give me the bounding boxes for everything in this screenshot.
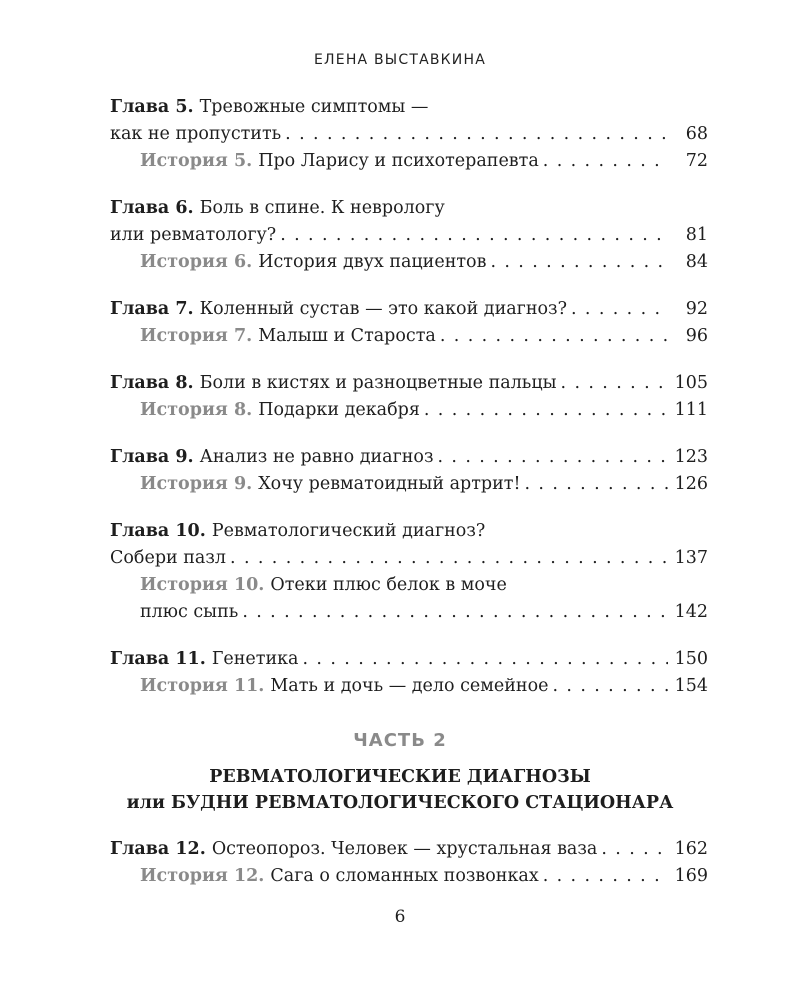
chapter-prefix: Глава 12. — [110, 839, 206, 859]
chapter-line[interactable] — [110, 195, 708, 222]
chapter-title-cont: или ревматологу? — [110, 225, 277, 245]
dot-leader — [440, 323, 668, 350]
chapter-line[interactable] — [110, 94, 708, 121]
story-prefix: История 9. — [140, 474, 253, 494]
story-prefix: История 5. — [140, 151, 253, 171]
page-number: 105 — [674, 373, 708, 393]
story-prefix: История 6. — [140, 252, 253, 272]
dot-leader — [552, 673, 668, 700]
chapter-prefix: Глава 10. — [110, 521, 206, 541]
toc-entry-chapter-12 — [110, 836, 708, 890]
story-title: Хочу ревматоидный артрит! — [258, 474, 521, 494]
story-prefix: История 8. — [140, 400, 253, 420]
page-number: 150 — [674, 649, 708, 669]
part-title-line: или БУДНИ РЕВМАТОЛОГИЧЕСКОГО СТАЦИОНАРА — [126, 793, 674, 813]
page-number: 72 — [685, 151, 708, 171]
story-title: Про Ларису и психотерапевта — [258, 151, 539, 171]
page-number: 137 — [674, 548, 708, 568]
story-line[interactable] — [110, 148, 708, 175]
page-number: 123 — [674, 447, 708, 467]
chapter-prefix: Глава 5. — [110, 97, 194, 117]
story-title: Сага о сломанных позвонках — [270, 866, 539, 886]
page-number: 142 — [674, 602, 708, 622]
chapter-title: Боль в спине. К неврологу — [199, 198, 445, 218]
story-line[interactable] — [110, 572, 708, 599]
chapter-prefix: Глава 11. — [110, 649, 206, 669]
page-number: 169 — [674, 866, 708, 886]
page-number: 96 — [685, 326, 708, 346]
toc-entry-chapter-7 — [110, 296, 708, 350]
page-folio: 6 — [394, 907, 406, 927]
dot-leader — [242, 599, 668, 626]
toc-entry-chapter-9 — [110, 444, 708, 498]
dot-leader — [285, 121, 668, 148]
dot-leader — [280, 222, 668, 249]
page-number: 92 — [685, 299, 708, 319]
story-line[interactable] — [110, 249, 708, 276]
part-title — [0, 764, 800, 816]
chapter-prefix: Глава 8. — [110, 373, 194, 393]
dot-leader — [543, 148, 668, 175]
dot-leader — [524, 471, 668, 498]
dot-leader — [303, 646, 669, 673]
toc-entry-chapter-11 — [110, 646, 708, 700]
dot-leader — [230, 545, 668, 572]
story-line[interactable] — [110, 471, 708, 498]
chapter-line[interactable] — [110, 518, 708, 545]
chapter-line[interactable] — [110, 836, 708, 863]
chapter-prefix: Глава 6. — [110, 198, 194, 218]
table-of-contents-part-2 — [110, 836, 708, 910]
story-title: Мать и дочь — дело семейное — [270, 676, 549, 696]
chapter-title-cont: как не пропустить — [110, 124, 282, 144]
chapter-title: Коленный сустав — это какой диагноз? — [199, 299, 567, 319]
story-prefix: История 11. — [140, 676, 265, 696]
dot-leader — [424, 397, 668, 424]
story-title: История двух пациентов — [258, 252, 487, 272]
dot-leader — [571, 296, 668, 323]
story-line[interactable] — [110, 863, 708, 890]
dot-leader — [437, 444, 668, 471]
chapter-line[interactable] — [110, 444, 708, 471]
dot-leader — [490, 249, 668, 276]
chapter-title: Анализ не равно диагноз — [199, 447, 434, 467]
page-number: 84 — [685, 252, 708, 272]
chapter-title: Генетика — [211, 649, 299, 669]
running-head: ЕЛЕНА ВЫСТАВКИНА — [314, 52, 486, 68]
story-title: Подарки декабря — [258, 400, 420, 420]
story-line[interactable] — [110, 599, 708, 626]
part-label: ЧАСТЬ 2 — [353, 730, 447, 751]
story-line[interactable] — [110, 323, 708, 350]
story-title-cont: плюс сыпь — [140, 602, 239, 622]
toc-entry-chapter-8 — [110, 370, 708, 424]
toc-entry-chapter-6 — [110, 195, 708, 276]
chapter-line[interactable] — [110, 121, 708, 148]
chapter-title: Остеопороз. Человек — хрустальная ваза — [211, 839, 598, 859]
table-of-contents — [110, 94, 708, 720]
story-line[interactable] — [110, 397, 708, 424]
part-title-line: РЕВМАТОЛОГИЧЕСКИЕ ДИАГНОЗЫ — [209, 767, 591, 787]
chapter-prefix: Глава 9. — [110, 447, 194, 467]
chapter-line[interactable] — [110, 646, 708, 673]
story-title: Малыш и Староста — [258, 326, 436, 346]
page-number: 154 — [674, 676, 708, 696]
chapter-line[interactable] — [110, 545, 708, 572]
page-number: 111 — [674, 400, 708, 420]
story-prefix: История 7. — [140, 326, 253, 346]
toc-entry-chapter-10 — [110, 518, 708, 626]
story-prefix: История 12. — [140, 866, 265, 886]
dot-leader — [561, 370, 668, 397]
dot-leader — [543, 863, 668, 890]
chapter-title-cont: Собери пазл — [110, 548, 227, 568]
story-title: Отеки плюс белок в моче — [270, 575, 507, 595]
page-number: 68 — [685, 124, 708, 144]
toc-entry-chapter-5 — [110, 94, 708, 175]
page-number: 162 — [674, 839, 708, 859]
story-prefix: История 10. — [140, 575, 265, 595]
chapter-line[interactable] — [110, 296, 708, 323]
chapter-line[interactable] — [110, 370, 708, 397]
chapter-title: Тревожные симптомы — — [199, 97, 429, 117]
story-line[interactable] — [110, 673, 708, 700]
page-number: 81 — [685, 225, 708, 245]
chapter-prefix: Глава 7. — [110, 299, 194, 319]
chapter-title: Боли в кистях и разноцветные пальцы — [199, 373, 557, 393]
dot-leader — [601, 836, 668, 863]
chapter-title: Ревматологический диагноз? — [211, 521, 486, 541]
chapter-line[interactable] — [110, 222, 708, 249]
page-number: 126 — [674, 474, 708, 494]
